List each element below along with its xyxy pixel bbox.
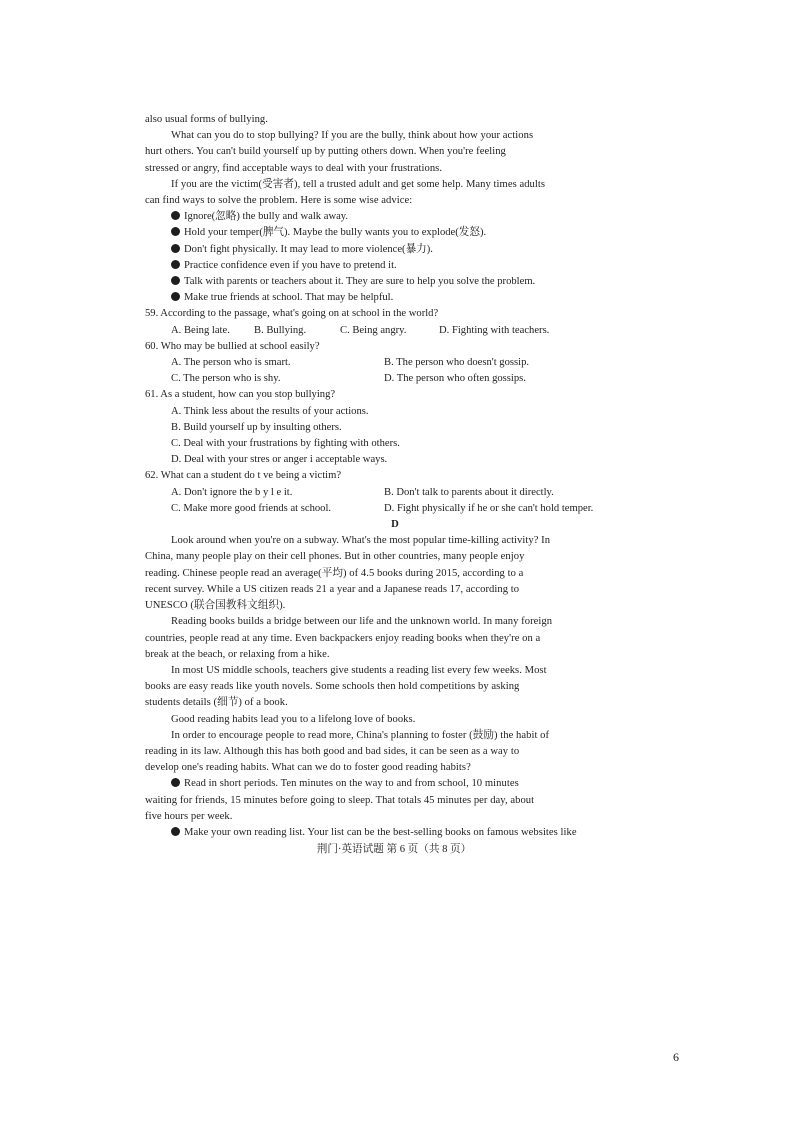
text-line: books are easy reads like youth novels. Some schools then hold competitions by asking <box>145 681 520 693</box>
option-a: A. The person who is smart. <box>171 357 291 369</box>
question-62-stem: 62. What can a student do t ve being a victim? <box>145 470 342 482</box>
advice-item: Make true friends at school. That may be helpful. <box>145 290 635 306</box>
reading-tip: Make your own reading list. Your list can be the best-selling books on famous websites like <box>145 825 635 841</box>
question-59-options <box>145 323 635 339</box>
option-d: D. The person who often gossips. <box>384 373 526 385</box>
option-c: C. Deal with your frustrations by fighting with others. <box>171 438 400 450</box>
advice-item: Ignore(忽略) the bully and walk away. <box>145 209 635 225</box>
text-line: reading. Chinese people read an average(平均) of 4.5 books during 2015, according to a <box>145 567 524 579</box>
question-61-stem: 61. As a student, how can you stop bullying? <box>145 389 336 401</box>
page-footer: 荆门·英语试题 第 6 页（共 8 页） <box>316 844 472 856</box>
option-d: D. Fight physically if he or she can't hold temper. <box>384 502 594 514</box>
question-59-stem: 59. According to the passage, what's going on at school in the world? <box>145 308 439 320</box>
bullet-icon <box>171 292 180 301</box>
text-line: break at the beach, or relaxing from a hike. <box>145 648 330 660</box>
text-line: If you are the victim(受害者), tell a trusted adult and get some help. Many times adults <box>171 178 546 190</box>
option-d: D. Fighting with teachers. <box>439 324 550 336</box>
text-line: China, many people play on their cell phones. But in other countries, many people enjoy <box>145 551 525 563</box>
option-a: A. Being late. <box>171 324 230 336</box>
text-line: Good reading habits lead you to a lifelong love of books. <box>171 713 416 725</box>
option-b: B. Don't talk to parents about it directly. <box>384 486 554 498</box>
option-a: A. Don't ignore the b y l e it. <box>171 486 293 498</box>
bullet-icon <box>171 778 180 787</box>
text-line: What can you do to stop bullying? If you are the bully, think about how your actions <box>171 130 534 142</box>
text-line: stressed or angry, find acceptable ways to deal with your frustrations. <box>145 162 443 174</box>
option-d: D. Deal with your stres or anger i acceptable ways. <box>171 454 388 466</box>
option-b: B. Bullying. <box>254 324 307 336</box>
document-page <box>145 112 635 858</box>
bullet-icon <box>171 276 180 285</box>
question-60-stem: 60. Who may be bullied at school easily? <box>145 340 320 352</box>
advice-item: Talk with parents or teachers about it. They are sure to help you solve the problem. <box>145 274 635 290</box>
text-line: also usual forms of bullying. <box>145 114 268 125</box>
text-line: waiting for friends, 15 minutes before going to sleep. That totals 45 minutes per day, about <box>145 794 535 806</box>
question-60-options-row1 <box>145 355 635 371</box>
option-c: C. Being angry. <box>340 324 407 336</box>
option-c: C. Make more good friends at school. <box>171 502 332 514</box>
bullet-icon <box>171 827 180 836</box>
text-line: can find ways to solve the problem. Here is some wise advice: <box>145 195 413 207</box>
text-line: hurt others. You can't build yourself up by putting others down. When you're feeling <box>145 146 506 158</box>
text-line: Look around when you're on a subway. What's the most popular time-killing activity? In <box>171 535 551 547</box>
text-line: five hours per week. <box>145 810 233 822</box>
text-line: recent survey. While a US citizen reads 21 a year and a Japanese reads 17, according to <box>145 583 520 595</box>
text-line: countries, people read at any time. Even backpackers enjoy reading books when they're on a <box>145 632 541 644</box>
question-62-options-row1 <box>145 485 635 501</box>
text-line: UNESCO (联合国教科文组织). <box>145 600 286 612</box>
option-c: C. The person who is shy. <box>171 373 281 385</box>
advice-item: Hold your temper(脾气). Maybe the bully wants you to explode(发怒). <box>145 225 635 241</box>
reading-tip: Read in short periods. Ten minutes on the way to and from school, 10 minutes <box>145 776 635 792</box>
bullet-icon <box>171 211 180 220</box>
question-60-options-row2 <box>145 371 635 387</box>
option-b: B. Build yourself up by insulting others. <box>171 421 342 433</box>
section-heading-d: D <box>391 519 399 531</box>
bullet-icon <box>171 244 180 253</box>
bullet-icon <box>171 260 180 269</box>
bullet-icon <box>171 227 180 236</box>
option-b: B. The person who doesn't gossip. <box>384 357 530 369</box>
text-line: In most US middle schools, teachers give students a reading list every few weeks. Most <box>171 664 547 676</box>
advice-item: Practice confidence even if you have to pretend it. <box>145 258 635 274</box>
advice-item: Don't fight physically. It may lead to more violence(暴力). <box>145 242 635 258</box>
text-line: develop one's reading habits. What can we do to foster good reading habits? <box>145 762 471 774</box>
text-line: In order to encourage people to read more, China's planning to foster (鼓励) the habit of <box>171 729 550 741</box>
text-line: students details (细节) of a book. <box>145 697 288 709</box>
question-62-options-row2 <box>145 501 635 517</box>
option-a: A. Think less about the results of your actions. <box>171 405 369 417</box>
text-line: reading in its law. Although this has both good and bad sides, it can be seen as a way to <box>145 745 520 757</box>
page-number: 6 <box>673 1050 679 1064</box>
text-line: Reading books builds a bridge between our life and the unknown world. In many foreign <box>171 616 553 628</box>
